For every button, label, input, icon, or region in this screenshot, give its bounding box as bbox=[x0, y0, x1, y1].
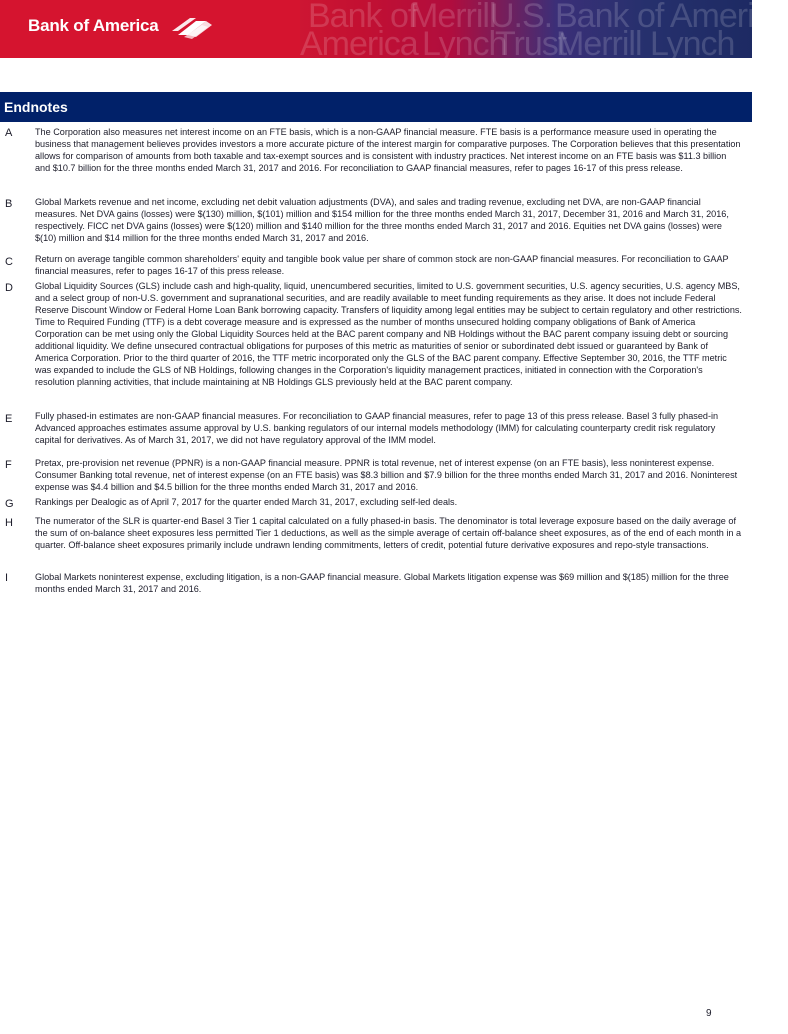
endnote-text: The Corporation also measures net interest income on an FTE basis, which is a non-GAAP financial measure. FTE basis is a performance measure used in operating the business that management believes provides investors a more accurate picture of the interest margin for comparative purposes. The Corporation believes that this presentation allows for comparison of amounts from both taxable and tax-exempt sources and is consistent with industry practices. Net interest income on an FTE basis was $11.3 billion and $10.7 billion for the three months ended March 31, 2017 and 2016. For reconciliation to GAAP financial measures, refer to pages 16-17 of this press release. bbox=[35, 127, 741, 173]
endnote-text: Pretax, pre-provision net revenue (PPNR) is a non-GAAP financial measure. PPNR is total revenue, net of interest expense (on an FTE basis), less noninterest expense. Consumer Banking total revenue, net of interest expense (on an FTE basis) was $8.3 billion and $7.9 billion for the three months ended March 31, 2017 and 2016. Noninterest expense was $4.4 billion and $4.5 billion for the three months ended March 31, 2017 and 2016. bbox=[35, 458, 738, 492]
ghost-word: America bbox=[300, 25, 418, 63]
endnote-letter: D bbox=[5, 282, 13, 294]
ghost-word: Merrill Lynch bbox=[556, 25, 735, 63]
page-number: 9 bbox=[706, 1008, 712, 1019]
bank-of-america-flag-icon bbox=[170, 15, 216, 39]
ghost-word: Trust bbox=[495, 25, 567, 63]
endnote-text: Global Markets noninterest expense, excluding litigation, is a non-GAAP financial measure. Global Markets litigation expense was $69 million and $(185) million for the three months ended March 31, 2017 and 2016. bbox=[35, 572, 729, 594]
endnote-letter: C bbox=[5, 256, 13, 268]
bank-of-america-logo-text: Bank of America bbox=[28, 16, 159, 35]
section-title: Endnotes bbox=[4, 99, 68, 115]
endnote-text: Global Markets revenue and net income, excluding net debit valuation adjustments (DVA), and sales and trading revenue, excluding net DVA, are non-GAAP financial measures. Net DVA gains (losses) were $(130) million, $(101) million and $154 million for the three months ended March 31, 2017, December 31, 2016 and March 31, 2016, respectively. FICC net DVA gains (losses) were $(120) million and $140 million for the three months ended March 31, 2017 and 2016. Equities net DVA gains (losses) were $(10) million and $14 million for the three months ended March 31, 2017 and 2016. bbox=[35, 197, 729, 243]
endnote-letter: A bbox=[5, 127, 13, 139]
ghost-word: U.S. bbox=[490, 0, 553, 35]
endnote-letter: E bbox=[5, 413, 13, 425]
endnote-letter: F bbox=[5, 459, 12, 471]
endnote-text: Global Liquidity Sources (GLS) include cash and high-quality, liquid, unencumbered securities, limited to U.S. government securities, U.S. agency securities, U.S. agency MBS, and a select group of non-U.S. government and supranational securities, and are readily available to meet funding requirements as they arise. It does not include Federal Reserve Discount Window or Federal Home Loan Bank borrowing capacity. Transfers of liquidity among legal entities may be subject to certain regulatory and other restrictions. Time to Required Funding (TTF) is a debt coverage measure and is expressed as the number of months unsecured holding company obligations of Bank of America Corporation can be met using only the Global Liquidity Sources held at the BAC parent company and NB Holdings without the BAC parent company issuing debt or sourcing additional liquidity. We define unsecured contractual obligations for purposes of this metric as maturities of senior or subordinated debt issued or guaranteed by Bank of America Corporation. Prior to the third quarter of 2016, the TTF metric incorporated only the GLS of the BAC parent company. Effective September 30, 2016, the TTF metric was expanded to include the GLS of NB Holdings, following changes in the Corporation's liquidity management practices, initiated in connection with the Corporation's resolution planning activities, that include maintaining at NB Holdings GLS previously held at the BAC parent company. bbox=[35, 281, 742, 387]
endnotes-header-bar bbox=[0, 92, 752, 122]
endnote-letter: B bbox=[5, 198, 13, 210]
endnote-text: Fully phased-in estimates are non-GAAP financial measures. For reconciliation to GAAP financial measures, refer to page 13 of this press release. Basel 3 fully phased-in Advanced approaches estimates assume approval by U.S. banking regulators of our internal models methodology (IMM) for calculating counterparty credit risk regulatory capital for derivatives. As of March 31, 2017, we did not have regulatory approval of the IMM model. bbox=[35, 411, 719, 445]
header-banner bbox=[0, 0, 788, 63]
logo-area bbox=[0, 0, 300, 58]
endnote-text: The numerator of the SLR is quarter-end Basel 3 Tier 1 capital calculated on a fully phased-in basis. The denominator is total leverage exposure based on the daily average of the sum of on-balance sheet exposures less permitted Tier 1 deductions, as well as the simple average of certain off-balance sheet exposures, as of the end of each month in a quarter. Off-balance sheet exposures primarily include undrawn lending commitments, letters of credit, potential future derivative exposures and repo-style transactions. bbox=[35, 516, 742, 550]
ghost-word: Bank of America bbox=[555, 0, 788, 35]
endnote-text: Rankings per Dealogic as of April 7, 2017 for the quarter ended March 31, 2017, excluding self-led deals. bbox=[35, 497, 458, 507]
endnote-letter: G bbox=[5, 498, 14, 510]
endnote-letter: H bbox=[5, 517, 13, 529]
ghost-word: Merrill bbox=[410, 0, 496, 35]
ghost-word: Bank of bbox=[308, 0, 417, 35]
endnote-text: Return on average tangible common shareholders' equity and tangible book value per share of common stock are non-GAAP financial measures. For reconciliation to GAAP financial measures, refer to pages 16-17 of this press release. bbox=[35, 254, 729, 276]
endnote-letter: I bbox=[5, 572, 9, 584]
ghost-word: Lynch bbox=[422, 25, 507, 63]
